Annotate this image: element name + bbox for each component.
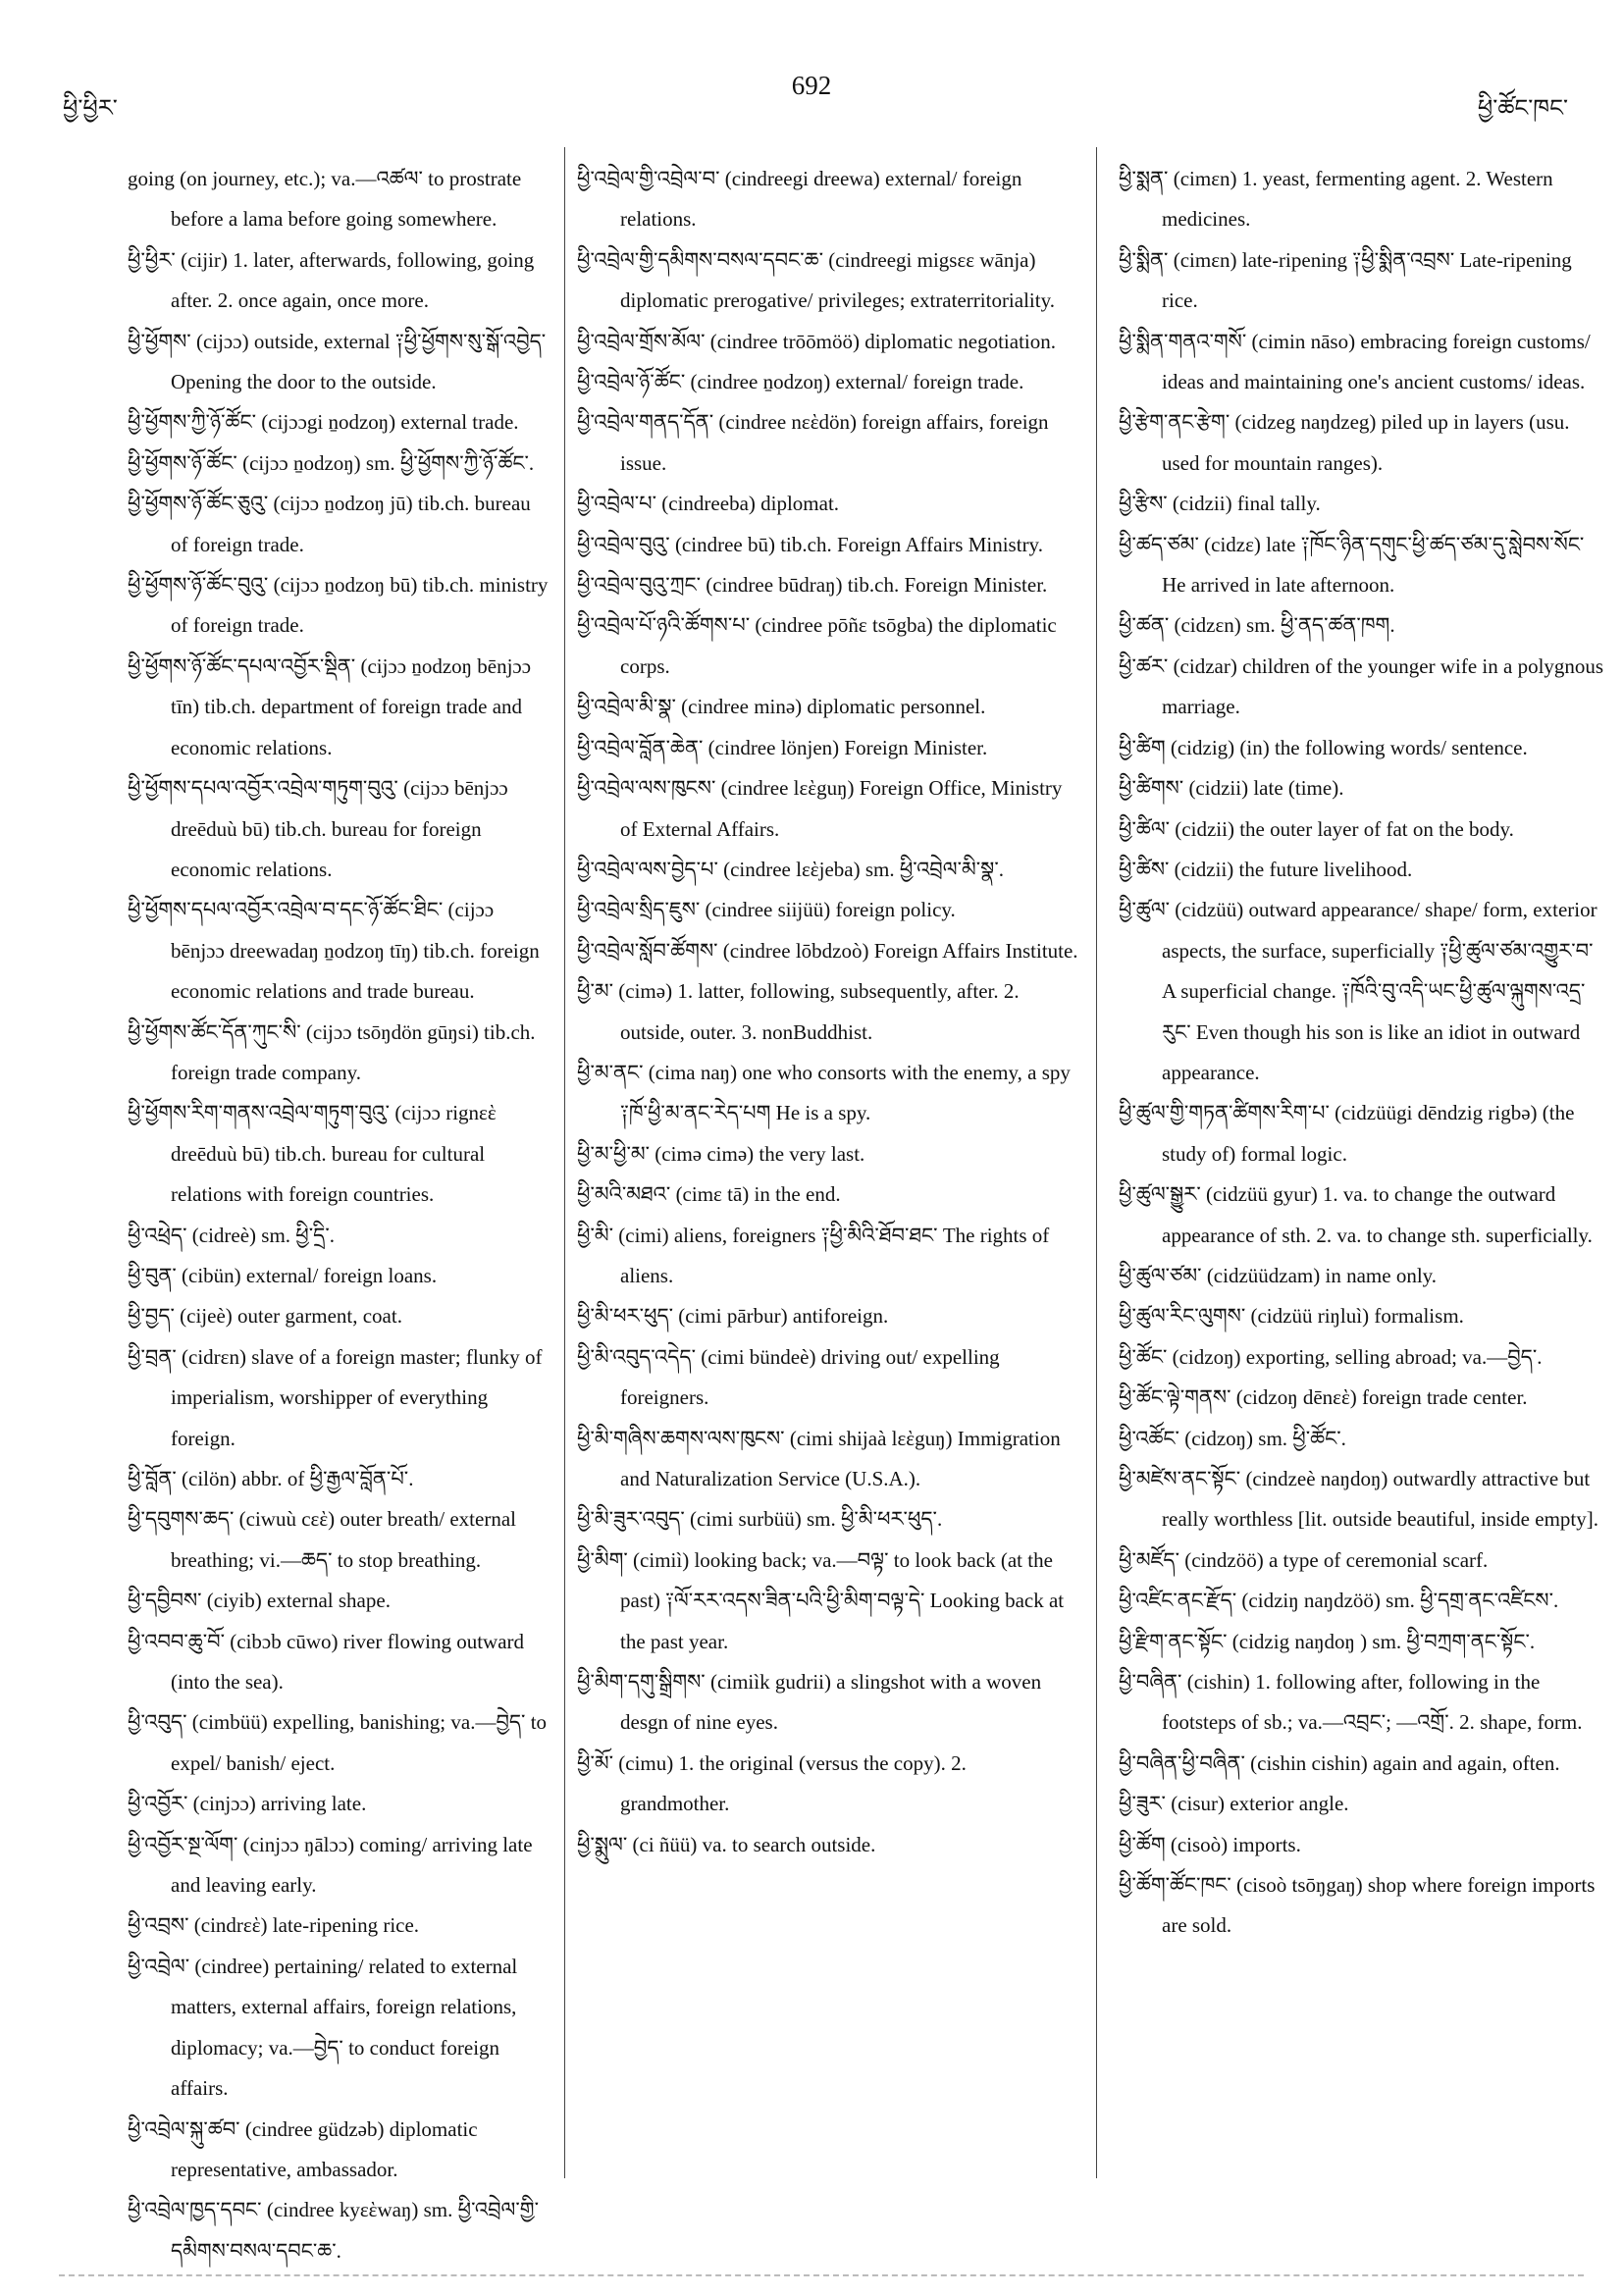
page-number: 692 xyxy=(791,71,832,100)
dictionary-entry: going (on journey, etc.); va.—འཚལ་ to prostrate before a lama before going somewhere. xyxy=(128,167,522,232)
dictionary-entry: ཕྱི་མི་གཞིས་ཆགས་ལས་ཁུངས་ (cimi shijaà lεὲguŋ) Immigration and Naturalization Service (U.S.A.). xyxy=(577,1426,1061,1490)
dictionary-entry: ཕྱི་འབྲེལ་ལས་ཁུངས་ (cindree lεὲguŋ) Foreign Office, Ministry of External Affairs. xyxy=(577,776,1063,841)
dictionary-entry: ཕྱི་ཕྱོགས་ (cijɔɔ) outside, external ༑ཕྱི་ཕྱོགས་སུ་སྒོ་འབྱེད་ Opening the door to the outside. xyxy=(128,329,547,394)
page-bottom-edge xyxy=(59,2274,1584,2276)
dictionary-entry: ཕྱི་སྨིན་ (cimεn) late-ripening ༑ཕྱི་སྨིན་འབྲས་ Late-ripening rice. xyxy=(1119,247,1572,313)
running-head-left: ཕྱི་ཕྱིར་ xyxy=(63,94,118,122)
dictionary-entry: ཕྱི་འབྲེལ་སྐུ་ཚབ་ (cindree güdzəb) diplomatic representative, ambassador. xyxy=(128,2116,478,2181)
dictionary-entry: ཕྱི་མའི་མཐའ་ (cimε tā) in the end. xyxy=(577,1182,841,1207)
dictionary-entry: ཕྱི་འབྲེལ་མི་སྣ་ (cindree minə) diplomatic personnel. xyxy=(577,695,986,719)
dictionary-entry: ཕྱི་ཚིལ་ (cidzii) the outer layer of fat on the body. xyxy=(1119,816,1514,841)
dictionary-entry: ཕྱི་མཛེས་ནང་སྟོང་ (cindzeè naŋdoŋ) outwardly attractive but really worthless [lit. outside beautiful, inside empty]. xyxy=(1119,1467,1598,1532)
dictionary-entry: ཕྱི་ཚུལ་ (cidzüü) outward appearance/ shape/ form, exterior aspects, the surface, superficially ༑ཕྱི་ཚུལ་ཙམ་འགྱུར་བ་ A superficial change. ༑ཁོའི་བུ་འདི་ཡང་ཕྱི་ཚུལ་ལྐུགས་འདྲ་རུང་ Even though his son is like an idiot in outward appearance. xyxy=(1119,898,1597,1084)
dictionary-entry: ཕྱི་སྨུལ་ (ci ñüü) va. to search outside. xyxy=(577,1832,876,1856)
dictionary-entry: ཕྱི་དབུགས་ཆད་ (ciwuù cεὲ) outer breath/ external breathing; vi.—ཆད་ to stop breathing. xyxy=(128,1507,516,1572)
dictionary-entry: ཕྱི་འབྲེལ་གྱི་འབྲེལ་བ་ (cindreegi dreewa) external/ foreign relations. xyxy=(577,167,1022,232)
dictionary-entry: ཕྱི་འབྲེལ་བློན་ཆེན་ (cindree lönjen) Foreign Minister. xyxy=(577,735,988,759)
dictionary-entry: ཕྱི་མ་ཕྱི་མ་ (cimə cimə) the very last. xyxy=(577,1141,865,1166)
dictionary-entry: ཕྱི་འབྲེལ་གནད་དོན་ (cindree nεὲdön) foreign affairs, foreign issue. xyxy=(577,410,1049,475)
dictionary-entry: ཕྱི་ཚུལ་ཙམ་ (cidzüüdzam) in name only. xyxy=(1119,1263,1438,1287)
dictionary-entry: ཕྱི་ཕྱོགས་དཔལ་འབྱོར་འབྲེལ་བ་དང་ཉོ་ཚོང་ཐིང་ (cijɔɔ bēnjɔɔ dreewadaŋ ṉodzoŋ tīŋ) tib.ch. foreign economic relations and trade bureau. xyxy=(128,898,540,1004)
dictionary-entry: ཕྱི་ཚིག (cidzig) (in) the following words/ sentence. xyxy=(1119,735,1528,759)
dictionary-entry: ཕྱི་འབྱོར་སྔ་ལོག་ (cinjɔɔ ŋālɔɔ) coming/ arriving late and leaving early. xyxy=(128,1832,533,1898)
dictionary-entry: ཕྱི་སྨིན་གནའ་གསོ་ (cimin nāso) embracing foreign customs/ ideas and maintaining one's ancient customs/ ideas. xyxy=(1119,329,1591,394)
dictionary-entry: ཕྱི་འབྲེལ་ཁྱད་དབང་ (cindree kyεὲwaŋ) sm. ཕྱི་འབྲེལ་གྱི་དམིགས་བསལ་དབང་ཆ་. xyxy=(128,2198,539,2263)
dictionary-entry: ཕྱི་ཚད་ཙམ་ (cidzε) late ༑ཁོང་ཉིན་དགུང་ཕྱི་ཚད་ཙམ་དུ་སླེབས་སོང་ He arrived in late afternoon. xyxy=(1119,532,1585,598)
dictionary-entry: ཕྱི་ཕྱོགས་ཉོ་ཚོང་ཅུའུ་ (cijɔɔ ṉodzoŋ jū) tib.ch. bureau of foreign trade. xyxy=(128,492,531,556)
dictionary-entry: ཕྱི་ཕྱིར་ (cijir) 1. later, afterwards, following, going after. 2. once again, once more. xyxy=(128,247,535,313)
dictionary-entry: ཕྱི་འབྲེལ་ཉོ་ཚོང་ (cindree ṉodzoŋ) external/ foreign trade. xyxy=(577,370,1024,394)
dictionary-column-2 xyxy=(577,159,1079,2219)
dictionary-entry: ཕྱི་འབུད་ (cimbüü) expelling, banishing; va.—བྱེད་ to expel/ banish/ eject. xyxy=(128,1710,548,1775)
dictionary-entry: ཕྱི་སྨན་ (cimεn) 1. yeast, fermenting agent. 2. Western medicines. xyxy=(1119,167,1553,232)
dictionary-entry: ཕྱི་འབབ་ཆུ་བོ་ (cibɔb cūwo) river flowing outward (into the sea). xyxy=(128,1629,525,1695)
dictionary-entry: ཕྱི་དབྱིབས་ (ciyib) external shape. xyxy=(128,1589,391,1613)
dictionary-entry: ཕྱི་ཚུལ་གྱི་གཏན་ཚིགས་རིག་པ་ (cidzüügi dēndzig rigbə) (the study of) formal logic. xyxy=(1119,1101,1575,1166)
dictionary-entry: ཕྱི་ཕྱོགས་ཉོ་ཚོང་དཔལ་འབྱོར་སྡིན་ (cijɔɔ ṉodzoŋ bēnjɔɔ tīn) tib.ch. department of foreign trade and economic relations. xyxy=(128,653,532,759)
dictionary-entry: ཕྱི་ཕྱོགས་ཉོ་ཚོང་བུའུ་ (cijɔɔ ṉodzoŋ bū) tib.ch. ministry of foreign trade. xyxy=(128,573,549,638)
dictionary-entry: ཕྱི་མིག་ (cimiì) looking back; va.—བལྟ་ to look back (at the past) ༑ལོ་རར་འདས་ཟིན་པའི་ཕྱི་མིག་བལྟ་དེ་ Looking back at the past year. xyxy=(577,1547,1065,1653)
dictionary-entry: ཕྱི་འབྲེལ་བུའུ་ (cindree bū) tib.ch. Foreign Affairs Ministry. xyxy=(577,532,1043,556)
dictionary-entry: ཕྱི་ཚན་ (cidzεn) sm. ཕྱི་ནད་ཚན་ཁག. xyxy=(1119,613,1395,638)
dictionary-entry: ཕྱི་ཚུལ་སྒྱུར་ (cidzüü gyur) 1. va. to change the outward appearance of sth. 2. va. to change sth. superficially. xyxy=(1119,1182,1593,1247)
running-head-right: ཕྱི་ཚོང་ཁང་ xyxy=(1477,94,1568,122)
dictionary-column-3 xyxy=(1119,159,1609,2219)
dictionary-entry: ཕྱི་འབྲེལ་ལས་བྱེད་པ་ (cindree lεὲjeba) sm. ཕྱི་འབྲེལ་མི་སྣ་. xyxy=(577,857,1004,881)
dictionary-entry: ཕྱི་མི་ (cimi) aliens, foreigners ༑ཕྱི་མིའི་ཐོབ་ཐང་ The rights of aliens. xyxy=(577,1223,1050,1287)
dictionary-entry: ཕྱི་འབྲེལ་པོ་ཉའི་ཚོགས་པ་ (cindree pōñε tsōgba) the diplomatic corps. xyxy=(577,613,1057,678)
dictionary-column-1 xyxy=(128,159,550,2263)
dictionary-entry: ཕྱི་འཚོང་ (cidzoŋ) sm. ཕྱི་ཚོང་. xyxy=(1119,1426,1346,1450)
dictionary-entry: ཕྱི་ཚོག (cisoò) imports. xyxy=(1119,1832,1301,1856)
dictionary-entry: ཕྱི་བྲན་ (cidrεn) slave of a foreign master; flunky of imperialism, worshipper of everything foreign. xyxy=(128,1344,543,1450)
dictionary-entry: ཕྱི་མི་ཕར་ཕུད་ (cimi pārbur) antiforeign. xyxy=(577,1304,889,1329)
dictionary-entry: ཕྱི་འབྱོར་ (cinjɔɔ) arriving late. xyxy=(128,1792,367,1816)
dictionary-entry: ཕྱི་མོ་ (cimu) 1. the original (versus the copy). 2. grandmother. xyxy=(577,1750,967,1816)
dictionary-entry: ཕྱི་མཛོད་ (cindzöö) a type of ceremonial scarf. xyxy=(1119,1547,1489,1572)
dictionary-entry: ཕྱི་འབྲེལ་སྲིད་ཇུས་ (cindree siijüü) foreign policy. xyxy=(577,898,956,922)
dictionary-entry: ཕྱི་བཞིན་ཕྱི་བཞིན་ (cishin cishin) again and again, often. xyxy=(1119,1750,1560,1775)
dictionary-entry: ཕྱི་མིག་དགུ་སྒྲིགས་ (cimiìk gudrii) a slingshot with a woven desgn of nine eyes. xyxy=(577,1670,1042,1735)
dictionary-entry: ཕྱི་ཚོག་ཚོང་ཁང་ (cisoò tsōŋgaŋ) shop where foreign imports are sold. xyxy=(1119,1873,1596,1938)
dictionary-entry: ཕྱི་ཟུར་ (cisur) exterior angle. xyxy=(1119,1792,1349,1816)
dictionary-entry: ཕྱི་འཛིང་ནང་རྫོད་ (cidziŋ naŋdzöö) sm. ཕྱི་དགྲ་ནང་འཛིངས་. xyxy=(1119,1589,1559,1613)
dictionary-entry: ཕྱི་བཞིན་ (cishin) 1. following after, following in the footsteps of sb.; va.—འབྲང་; —འགྲོ་. 2. shape, form. xyxy=(1119,1670,1583,1735)
dictionary-entry: ཕྱི་འབྲེལ་ (cindree) pertaining/ related to external matters, external affairs, foreign relations, diplomacy; va.—བྱེད་ to conduct foreign affairs. xyxy=(128,1954,518,2101)
dictionary-entry: ཕྱི་འབྲེལ་སློབ་ཚོགས་ (cindree lōbdzoò) Foreign Affairs Institute. xyxy=(577,938,1078,963)
dictionary-entry: ཕྱི་མ་ནང་ (cima naŋ) one who consorts with the enemy, a spy ༑ཁོ་ཕྱི་མ་ནང་རེད་པག He is a spy. xyxy=(577,1060,1071,1125)
dictionary-entry: ཕྱི་རྩིས་ (cidzii) final tally. xyxy=(1119,492,1321,516)
dictionary-entry: ཕྱི་འབྲེལ་གྲོས་མོལ་ (cindree trōōmöö) diplomatic negotiation. xyxy=(577,329,1056,353)
dictionary-entry: ཕྱི་འབྲེལ་གྱི་དམིགས་བསལ་དབང་ཆ་ (cindreegi migsεε wānja) diplomatic prerogative/ privileges; extraterritoriality. xyxy=(577,247,1055,313)
dictionary-entry: ཕྱི་ཕྱོགས་དཔལ་འབྱོར་འབྲེལ་གཏུག་བུའུ་ (cijɔɔ bēnjɔɔ dreēduù bū) tib.ch. bureau for foreign economic relations. xyxy=(128,776,508,881)
dictionary-entry: ཕྱི་བུན་ (cibün) external/ foreign loans. xyxy=(128,1263,438,1287)
dictionary-entry: ཕྱི་ཚོང་ (cidzoŋ) exporting, selling abroad; va.—བྱེད་. xyxy=(1119,1344,1543,1369)
dictionary-entry: ཕྱི་མི་འབུད་འདེད་ (cimi bündeè) driving out/ expelling foreigners. xyxy=(577,1344,1000,1410)
dictionary-entry: ཕྱི་ཚིས་ (cidzii) the future livelihood. xyxy=(1119,857,1413,881)
column-divider xyxy=(1096,147,1097,2178)
dictionary-entry: ཕྱི་ཕྱོགས་རིག་གནས་འབྲེལ་གཏུག་བུའུ་ (cijɔɔ rignεὲ dreēduù bū) tib.ch. bureau for cultural relations with foreign countries. xyxy=(128,1101,497,1207)
dictionary-entry: ཕྱི་ཕྱོགས་ཉོ་ཚོང་ (cijɔɔ ṉodzoŋ) sm. ཕྱི་ཕྱོགས་ཀྱི་ཉོ་ཚོང་. xyxy=(128,450,535,475)
dictionary-entry: ཕྱི་རྫིག་ནང་སྟོང་ (cidzig naŋdoŋ ) sm. ཕྱི་བཀྲག་ནང་སྟོང་. xyxy=(1119,1629,1536,1653)
dictionary-entry: ཕྱི་འཕྲེད་ (cidreè) sm. ཕྱི་དྲི་. xyxy=(128,1223,335,1247)
dictionary-entry: ཕྱི་ཚུལ་རིང་ལུགས་ (cidzüü riŋluì) formalism. xyxy=(1119,1304,1464,1329)
dictionary-entry: ཕྱི་ཕྱོགས་ཚོང་དོན་ཀུང་སི་ (cijɔɔ tsōŋdön gūŋsi) tib.ch. foreign trade company. xyxy=(128,1019,536,1084)
dictionary-entry: ཕྱི་ཚིགས་ (cidzii) late (time). xyxy=(1119,776,1344,801)
dictionary-entry: ཕྱི་བྱད་ (cijeè) outer garment, coat. xyxy=(128,1304,402,1329)
column-divider xyxy=(564,147,565,2178)
dictionary-entry: ཕྱི་རྩེག་ནང་རྩེག་ (cidzeg naŋdzeg) piled up in layers (usu. used for mountain ranges). xyxy=(1119,410,1570,475)
dictionary-entry: ཕྱི་ཕྱོགས་ཀྱི་ཉོ་ཚོང་ (cijɔɔgi ṉodzoŋ) external trade. xyxy=(128,410,519,435)
dictionary-entry: ཕྱི་མ་ (cimə) 1. latter, following, subsequently, after. 2. outside, outer. 3. nonBuddhist. xyxy=(577,979,1020,1044)
dictionary-entry: ཕྱི་འབྲས་ (cindrεὲ) late-ripening rice. xyxy=(128,1913,420,1938)
dictionary-entry: ཕྱི་བློན་ (cilön) abbr. of ཕྱི་རྒྱལ་བློན་པོ་. xyxy=(128,1467,414,1490)
dictionary-entry: ཕྱི་འབྲེལ་པ་ (cindreeba) diplomat. xyxy=(577,492,840,516)
dictionary-entry: ཕྱི་ཚོང་ལྟེ་གནས་ (cidzoŋ dēnεὲ) foreign trade center. xyxy=(1119,1385,1528,1410)
dictionary-entry: ཕྱི་ཚར་ (cidzar) children of the younger wife in a polygnous marriage. xyxy=(1119,653,1604,719)
dictionary-entry: ཕྱི་འབྲེལ་བུའུ་ཀྲང་ (cindree būdraŋ) tib.ch. Foreign Minister. xyxy=(577,573,1048,598)
dictionary-entry: ཕྱི་མི་ཟུར་འབུད་ (cimi surbüü) sm. ཕྱི་མི་ཕར་ཕུད་. xyxy=(577,1507,943,1532)
